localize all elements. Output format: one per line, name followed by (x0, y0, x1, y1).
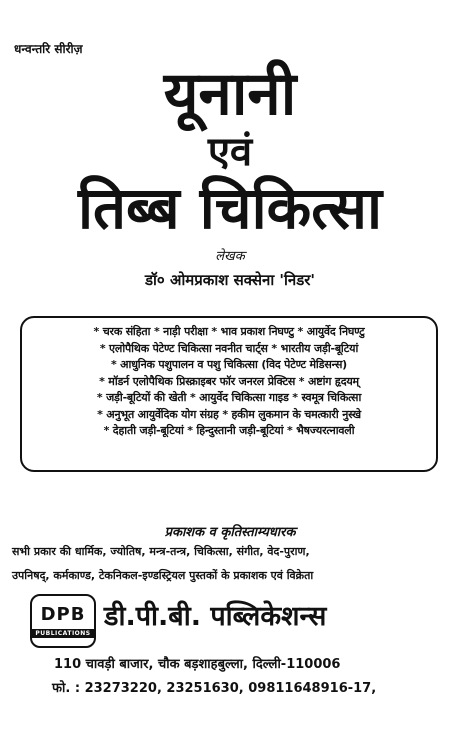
publisher-description-line-2: उपनिषद्, कर्मकाण्ड, टेकनिकल-इण्डस्ट्रियल पुस्तकों के प्रकाशक एवं विक्रेता (12, 569, 314, 582)
title-line-1: यूनानी (163, 59, 297, 129)
publisher-address: 110 चावड़ी बाजार, चौक बड़शाहबुल्ला, दिल्ली-110006 (54, 657, 341, 672)
logo-text: DPB (40, 603, 86, 625)
book-list-line: * मॉडर्न एलोपैथिक प्रिस्क्राइबर फॉर जनरल प्रेक्टिस * अष्टांग हृदयम् (99, 374, 359, 388)
series-label: धन्वन्तरि सीरीज़ (14, 42, 83, 56)
publisher-description-line-1: सभी प्रकार की धार्मिक, ज्योतिष, मन्त्र-तन्त्र, चिकित्सा, संगीत, वेद-पुराण, (12, 545, 310, 558)
book-list-box (20, 316, 438, 472)
author-name: डॉ० ओमप्रकाश सक्सेना 'निडर' (145, 271, 315, 289)
book-list-line: * अनुभूत आयुर्वेदिक योग संग्रह * हकीम लुकमान के चमत्कारी नुस्खे (97, 407, 361, 421)
book-list-line: * जड़ी-बूटियों की खेती * आयुर्वेद चिकित्सा गाइड * स्वमूत्र चिकित्सा (96, 391, 362, 404)
publisher-name: डी.पी.बी. पब्लिकेशन्स (104, 601, 327, 632)
publisher-heading: प्रकाशक व कृतिस्ताम्यधारक (164, 525, 296, 540)
title-line-2: एवं (207, 129, 253, 175)
publisher-phone: फो. : 23273220, 23251630, 09811648916-17, (52, 681, 377, 696)
title-line-3: तिब्ब चिकित्सा (77, 174, 383, 242)
book-list-line: * आधुनिक पशुपालन व पशु चिकित्सा (विद पेटेण्ट मेडिसन्स) (110, 358, 348, 371)
book-list-line: * एलोपैथिक पेटेण्ट चिकित्सा नवनीत चार्ट्स * भारतीय जड़ी-बूटियां (99, 341, 359, 355)
logo-band: PUBLICATIONS (31, 629, 94, 638)
book-list-line: * चरक संहिता * नाड़ी परीक्षा * भाव प्रकाश निघण्टु * आयुर्वेद निघण्टु (93, 325, 365, 338)
publisher-logo (30, 594, 96, 648)
book-list-line: * देहाती जड़ी-बूटियां * हिन्दुस्तानी जड़ी-बूटियां * भैषज्यरत्नावली (103, 424, 355, 437)
author-label: लेखक (215, 249, 245, 264)
